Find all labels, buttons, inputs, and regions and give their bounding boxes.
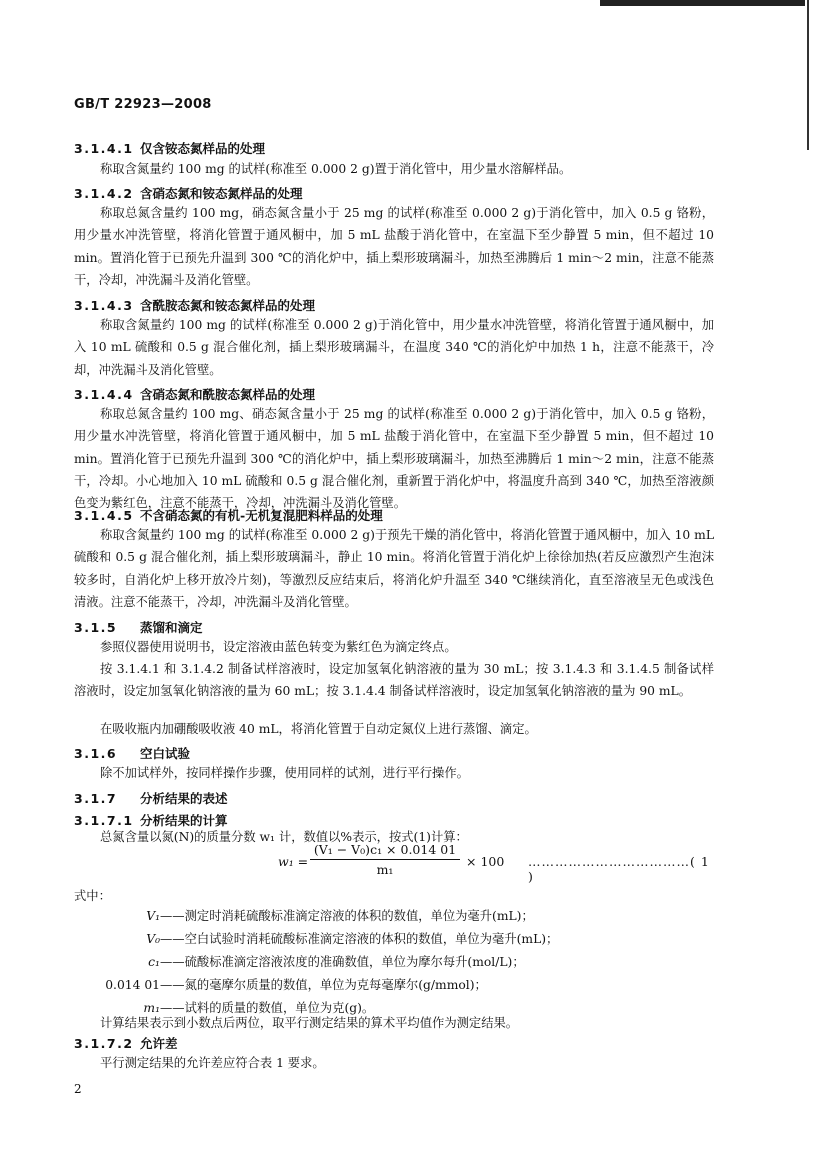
formula-numerator: (V₁ − V₀)c₁ × 0.014 01 <box>313 842 457 857</box>
paragraph-3-1-7-2: 平行测定结果的允许差应符合表 1 要求。 <box>100 1056 325 1070</box>
paragraph-3-1-4-1: 称取含氮量约 100 mg 的试样(称准至 0.000 2 g)置于消化管中，用少量水溶解样品。 <box>100 162 572 176</box>
paragraph-3-1-6: 除不加试样外，按同样操作步骤，使用同样的试剂，进行平行操作。 <box>100 766 469 780</box>
standard-number: GB/T 22923—2008 <box>74 97 212 112</box>
formula-times: × 100 <box>466 854 505 869</box>
definition-m1: m₁——试料的质量的数值，单位为克(g)。 <box>143 1001 375 1015</box>
heading-3-1-5: 3.1.5 蒸馏和滴定 <box>74 620 203 635</box>
formula-lhs: w₁ = <box>278 854 309 869</box>
formula-1 <box>278 842 718 882</box>
heading-3-1-7-2: 3.1.7.2 允许差 <box>74 1036 178 1051</box>
paragraph-3-1-7-1: 总氮含量以氮(N)的质量分数 w₁ 计，数值以%表示，按式(1)计算： <box>100 830 468 844</box>
heading-3-1-6: 3.1.6 空白试验 <box>74 746 191 761</box>
heading-3-1-4-2: 3.1.4.2 含硝态氮和铵态氮样品的处理 <box>74 186 303 201</box>
paragraph-3-1-5-c: 在吸收瓶内加硼酸吸收液 40 mL，将消化管置于自动定氮仪上进行蒸馏、滴定。 <box>100 722 537 736</box>
top-border-bar <box>600 0 805 6</box>
paragraph-3-1-5-b: 按 3.1.4.1 和 3.1.4.2 制备试样溶液时，设定加氢氧化钠溶液的量为 30 mL；按 3.1.4.3 和 3.1.4.5 制备试样溶液时，设定加氢氧化钠溶液的量为 60 mL；按 3.1.4.4 制备试样溶液时，设定加氢氧化钠溶液的量为 90 mL。 <box>74 662 714 699</box>
paragraph-3-1-4-2: 称取总氮含量约 100 mg，硝态氮含量小于 25 mg 的试样(称准至 0.000 2 g)于消化管中，加入 0.5 g 铬粉，用少量水冲洗管壁，将消化管置于通风橱中，加 5 mL 盐酸于消化管中，在室温下至少静置 5 min，但不超过 10 min。置消化管于已预先升温到 300 ℃的消化炉中，插上梨形玻璃漏斗，加热至沸腾后 1 min～2 min，注意不能蒸干，冷却，冲洗漏斗及消化管壁。 <box>74 206 714 287</box>
heading-3-1-7: 3.1.7 分析结果的表述 <box>74 791 228 806</box>
definition-v1: V₁——测定时消耗硫酸标准滴定溶液的体积的数值，单位为毫升(mL)； <box>146 909 534 923</box>
formula-fraction <box>310 842 460 877</box>
formula-denominator: m₁ <box>376 862 394 877</box>
definition-molar-mass: 0.014 01——氮的毫摩尔质量的数值，单位为克每毫摩尔(g/mmol)； <box>105 978 487 992</box>
heading-3-1-4-3: 3.1.4.3 含酰胺态氮和铵态氮样品的处理 <box>74 298 316 313</box>
paragraph-3-1-4-3: 称取含氮量约 100 mg 的试样(称准至 0.000 2 g)于消化管中，用少量水冲洗管壁，将消化管置于通风橱中，加入 10 mL 硫酸和 0.5 g 混合催化剂，插上梨形玻璃漏斗，在温度 340 ℃的消化炉中加热 1 h，注意不能蒸干，冷却，冲洗漏斗及消化管壁。 <box>74 318 714 377</box>
formula-number: ………………………………( 1 ) <box>528 854 710 884</box>
paragraph-3-1-4-4: 称取总氮含量约 100 mg、硝态氮含量小于 25 mg 的试样(称准至 0.000 2 g)于消化管中，加入 0.5 g 铬粉，用少量水冲洗管壁，将消化管置于通风橱中，加 5 mL 盐酸于消化管中，在室温下至少静置 5 min，但不超过 10 min。置消化管于已预先升温到 300 ℃的消化炉中，插上梨形玻璃漏斗，加热至沸腾后 1 min～2 min，注意不能蒸干，冷却。小心地加入 10 mL 硫酸和 0.5 g 混合催化剂，重新置于消化炉中，将温度升高到 340 ℃，加热至溶液颜色变为紫红色，注意不能蒸干，冷却，冲洗漏斗及消化管壁。 <box>74 407 714 511</box>
paragraph-result: 计算结果表示到小数点后两位，取平行测定结果的算术平均值作为测定结果。 <box>100 1016 519 1030</box>
heading-3-1-7-1: 3.1.7.1 分析结果的计算 <box>74 813 228 828</box>
right-edge-line <box>807 0 809 150</box>
heading-3-1-4-5: 3.1.4.5 不含硝态氮的有机-无机复混肥料样品的处理 <box>74 508 383 523</box>
heading-3-1-4-1: 3.1.4.1 仅含铵态氮样品的处理 <box>74 141 266 156</box>
where-label: 式中： <box>74 889 111 903</box>
paragraph-3-1-5-a: 参照仪器使用说明书，设定溶液由蓝色转变为紫红色为滴定终点。 <box>100 640 457 654</box>
page-number: 2 <box>74 1082 82 1096</box>
paragraph-3-1-4-5: 称取含氮量约 100 mg 的试样(称准至 0.000 2 g)于预先干燥的消化管中，将消化管置于通风橱中，加入 10 mL 硫酸和 0.5 g 混合催化剂，插上梨形玻璃漏斗，静止 10 min。将消化管置于消化炉上徐徐加热(若反应激烈产生泡沫较多时，自消化炉上移开放冷片刻)，等激烈反应结束后，将消化炉升温至 340 ℃继续消化，直至溶液呈无色或浅色清液。注意不能蒸干，冷却，冲洗漏斗及消化管壁。 <box>74 528 714 609</box>
heading-3-1-4-4: 3.1.4.4 含硝态氮和酰胺态氮样品的处理 <box>74 387 316 402</box>
definition-c1: c₁——硫酸标准滴定溶液浓度的准确数值，单位为摩尔每升(mol/L)； <box>148 955 525 969</box>
definition-v0: V₀——空白试验时消耗硫酸标准滴定溶液的体积的数值，单位为毫升(mL)； <box>146 932 559 946</box>
